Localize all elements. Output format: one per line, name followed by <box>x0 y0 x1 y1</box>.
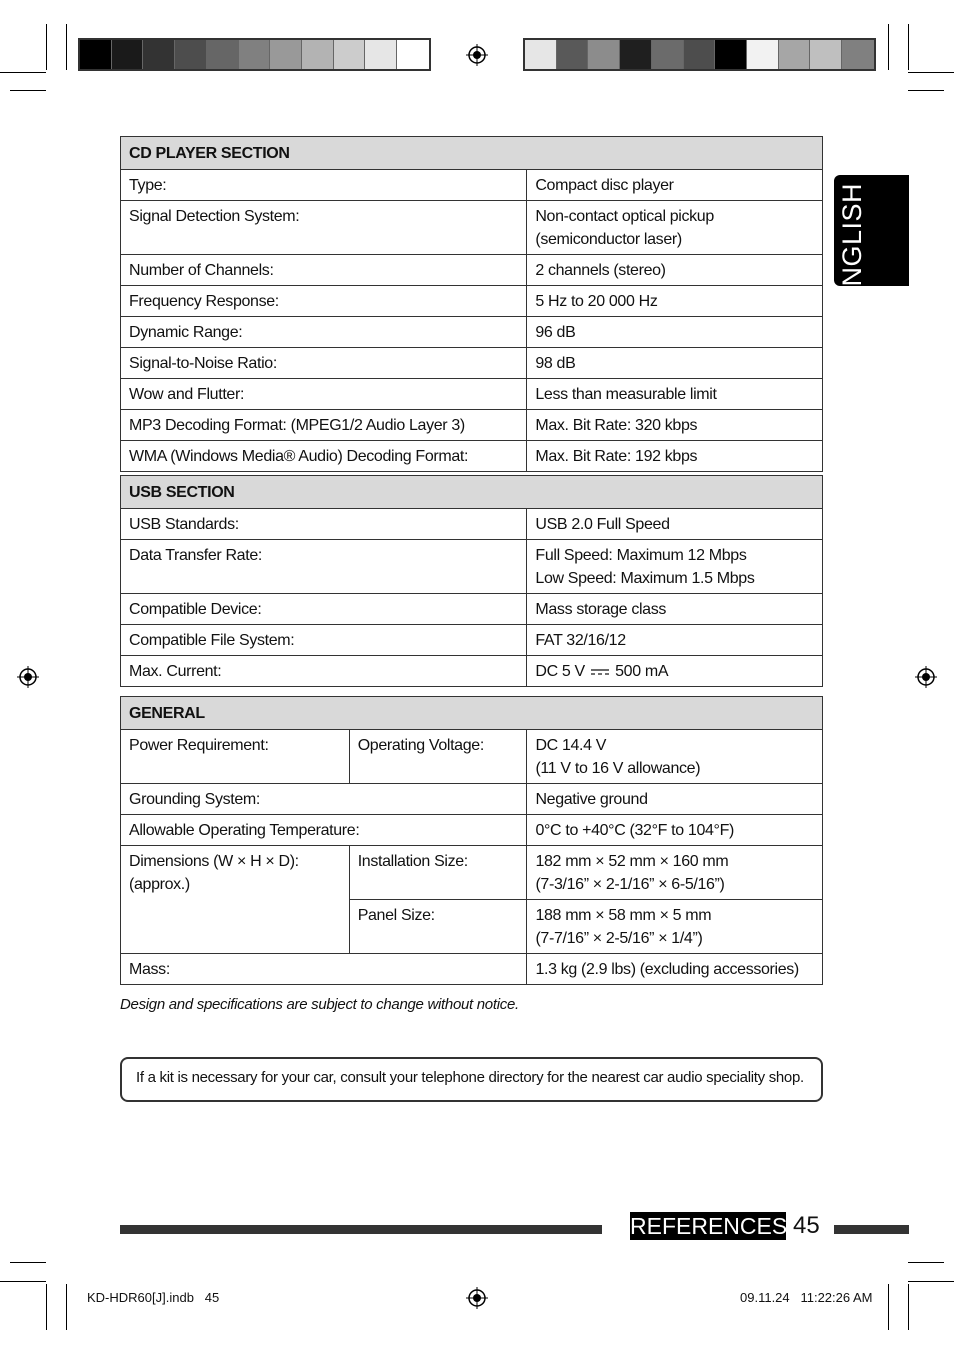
kit-notice-text: If a kit is necessary for your car, consult your telephone directory for the nearest car audio speciality shop. <box>136 1069 804 1086</box>
table-row <box>121 730 823 784</box>
crop-mark <box>908 72 954 73</box>
spec-value-line: DC 14.4 V <box>535 737 607 754</box>
color-swatch <box>239 40 271 69</box>
spec-value <box>527 656 823 687</box>
spec-value: Negative ground <box>527 784 823 815</box>
spec-value: Mass storage class <box>527 594 823 625</box>
color-swatch <box>175 40 207 69</box>
color-swatch <box>302 40 334 69</box>
color-swatch <box>270 40 302 69</box>
color-swatch <box>207 40 239 69</box>
crop-mark <box>10 1262 46 1263</box>
spec-label: Signal-to-Noise Ratio: <box>121 348 527 379</box>
language-tab <box>834 175 909 306</box>
spec-sublabel: Installation Size: <box>349 846 527 900</box>
spec-label: USB Standards: <box>121 509 527 540</box>
color-swatch <box>747 40 779 69</box>
section-header: USB SECTION <box>121 476 823 509</box>
table-row <box>121 784 823 815</box>
spec-value: Compact disc player <box>527 170 823 201</box>
crop-mark <box>908 1262 944 1263</box>
spec-value-line: (7-7/16” × 2-5/16” × 1/4”) <box>535 930 703 947</box>
table-row <box>121 170 823 201</box>
color-calibration-bar-left <box>78 38 431 71</box>
spec-value-part: DC 5 V <box>535 663 585 680</box>
color-swatch <box>684 40 716 69</box>
cd-player-table <box>120 136 823 472</box>
footer-rule <box>120 1225 602 1234</box>
table-row <box>121 255 823 286</box>
table-row <box>121 410 823 441</box>
crop-mark <box>888 24 889 70</box>
table-row <box>121 286 823 317</box>
spec-label: Grounding System: <box>121 784 527 815</box>
spec-label: Compatible Device: <box>121 594 527 625</box>
section-header: GENERAL <box>121 697 823 730</box>
table-row <box>121 201 823 255</box>
table-header-row <box>121 476 823 509</box>
color-swatch <box>652 40 684 69</box>
crop-mark <box>0 72 46 73</box>
print-timestamp: 09.11.24 11:22:26 AM <box>740 1290 873 1305</box>
spec-value-line: 188 mm × 58 mm × 5 mm <box>535 907 712 924</box>
table-row <box>121 846 823 900</box>
spec-value <box>527 900 823 954</box>
kit-notice-box <box>120 1057 823 1102</box>
color-swatch <box>557 40 589 69</box>
color-swatch <box>525 40 557 69</box>
spec-value: FAT 32/16/12 <box>527 625 823 656</box>
color-swatch <box>365 40 397 69</box>
table-row <box>121 815 823 846</box>
crop-mark <box>46 1284 47 1330</box>
spec-label: Frequency Response: <box>121 286 527 317</box>
footer-rule <box>834 1225 909 1234</box>
spec-label: Type: <box>121 170 527 201</box>
usb-table <box>120 475 823 687</box>
color-swatch <box>779 40 811 69</box>
crop-mark <box>66 24 67 70</box>
spec-value-line: 182 mm × 52 mm × 160 mm <box>535 853 729 870</box>
crop-mark <box>908 1281 954 1282</box>
table-row <box>121 540 823 594</box>
crop-mark <box>908 90 944 91</box>
table-row <box>121 379 823 410</box>
spec-label: Dimensions (W × H × D): (approx.) <box>121 846 350 954</box>
color-swatch <box>588 40 620 69</box>
general-table <box>120 696 823 985</box>
table-row <box>121 625 823 656</box>
spec-label: Allowable Operating Temperature: <box>121 815 527 846</box>
table-row <box>121 954 823 985</box>
spec-label: Dynamic Range: <box>121 317 527 348</box>
spec-value: 98 dB <box>527 348 823 379</box>
spec-value-line: (11 V to 16 V allowance) <box>535 760 701 777</box>
section-header: CD PLAYER SECTION <box>121 137 823 170</box>
spec-sublabel: Operating Voltage: <box>349 730 527 784</box>
spec-value: 2 channels (stereo) <box>527 255 823 286</box>
specification-note: Design and specifications are subject to change without notice. <box>120 996 519 1013</box>
page-number: 45 <box>793 1212 820 1239</box>
spec-label: WMA (Windows Media® Audio) Decoding Format: <box>121 441 527 472</box>
color-swatch <box>715 40 747 69</box>
spec-value: Max. Bit Rate: 192 kbps <box>527 441 823 472</box>
spec-value <box>527 846 823 900</box>
table-row <box>121 594 823 625</box>
spec-label: Data Transfer Rate: <box>121 540 527 594</box>
spec-sublabel: Panel Size: <box>349 900 527 954</box>
crop-mark <box>908 1284 909 1330</box>
crop-mark <box>66 1284 67 1330</box>
spec-value-line: (7-3/16” × 2-1/16” × 6-5/16”) <box>535 876 725 893</box>
spec-value: Less than measurable limit <box>527 379 823 410</box>
spec-label: Max. Current: <box>121 656 527 687</box>
table-row <box>121 317 823 348</box>
registration-mark-icon <box>466 1287 488 1309</box>
spec-value: USB 2.0 Full Speed <box>527 509 823 540</box>
section-label: REFERENCES <box>630 1213 788 1239</box>
crop-mark <box>0 1281 46 1282</box>
color-swatch <box>334 40 366 69</box>
spec-value <box>527 540 823 594</box>
color-swatch <box>112 40 144 69</box>
crop-mark <box>46 24 47 70</box>
file-slug: KD-HDR60[J].indb 45 <box>87 1290 220 1305</box>
spec-value: 1.3 kg (2.9 lbs) (excluding accessories) <box>527 954 823 985</box>
registration-mark-icon <box>17 666 39 688</box>
spec-label: Compatible File System: <box>121 625 527 656</box>
table-header-row <box>121 697 823 730</box>
color-swatch <box>397 40 429 69</box>
color-swatch <box>810 40 842 69</box>
spec-label: Signal Detection System: <box>121 201 527 255</box>
crop-mark <box>10 90 46 91</box>
spec-value: 5 Hz to 20 000 Hz <box>527 286 823 317</box>
spec-value-line: (semiconductor laser) <box>535 231 682 248</box>
crop-mark <box>888 1284 889 1330</box>
table-header-row <box>121 137 823 170</box>
spec-label: Power Requirement: <box>121 730 350 784</box>
spec-label: Number of Channels: <box>121 255 527 286</box>
table-row <box>121 348 823 379</box>
table-row <box>121 509 823 540</box>
spec-label: Mass: <box>121 954 527 985</box>
crop-mark <box>908 24 909 70</box>
spec-value <box>527 730 823 784</box>
spec-value-line: Full Speed: Maximum 12 Mbps <box>535 547 747 564</box>
table-row <box>121 441 823 472</box>
registration-mark-icon <box>915 666 937 688</box>
spec-value <box>527 201 823 255</box>
spec-label: Wow and Flutter: <box>121 379 527 410</box>
color-swatch <box>620 40 652 69</box>
spec-value: 0°C to +40°C (32°F to 104°F) <box>527 815 823 846</box>
spec-value-part: 500 mA <box>615 663 669 680</box>
dc-symbol-icon <box>590 667 610 677</box>
color-swatch <box>842 40 874 69</box>
spec-label: MP3 Decoding Format: (MPEG1/2 Audio Layer 3) <box>121 410 527 441</box>
language-tab-label: ENGLISH <box>837 183 867 306</box>
color-swatch <box>143 40 175 69</box>
table-row <box>121 656 823 687</box>
spec-value-line: Non-contact optical pickup <box>535 208 714 225</box>
registration-mark-icon <box>466 44 488 66</box>
spec-value: Max. Bit Rate: 320 kbps <box>527 410 823 441</box>
spec-value: 96 dB <box>527 317 823 348</box>
color-calibration-bar-right <box>523 38 876 71</box>
color-swatch <box>80 40 112 69</box>
spec-value-line: Low Speed: Maximum 1.5 Mbps <box>535 570 755 587</box>
